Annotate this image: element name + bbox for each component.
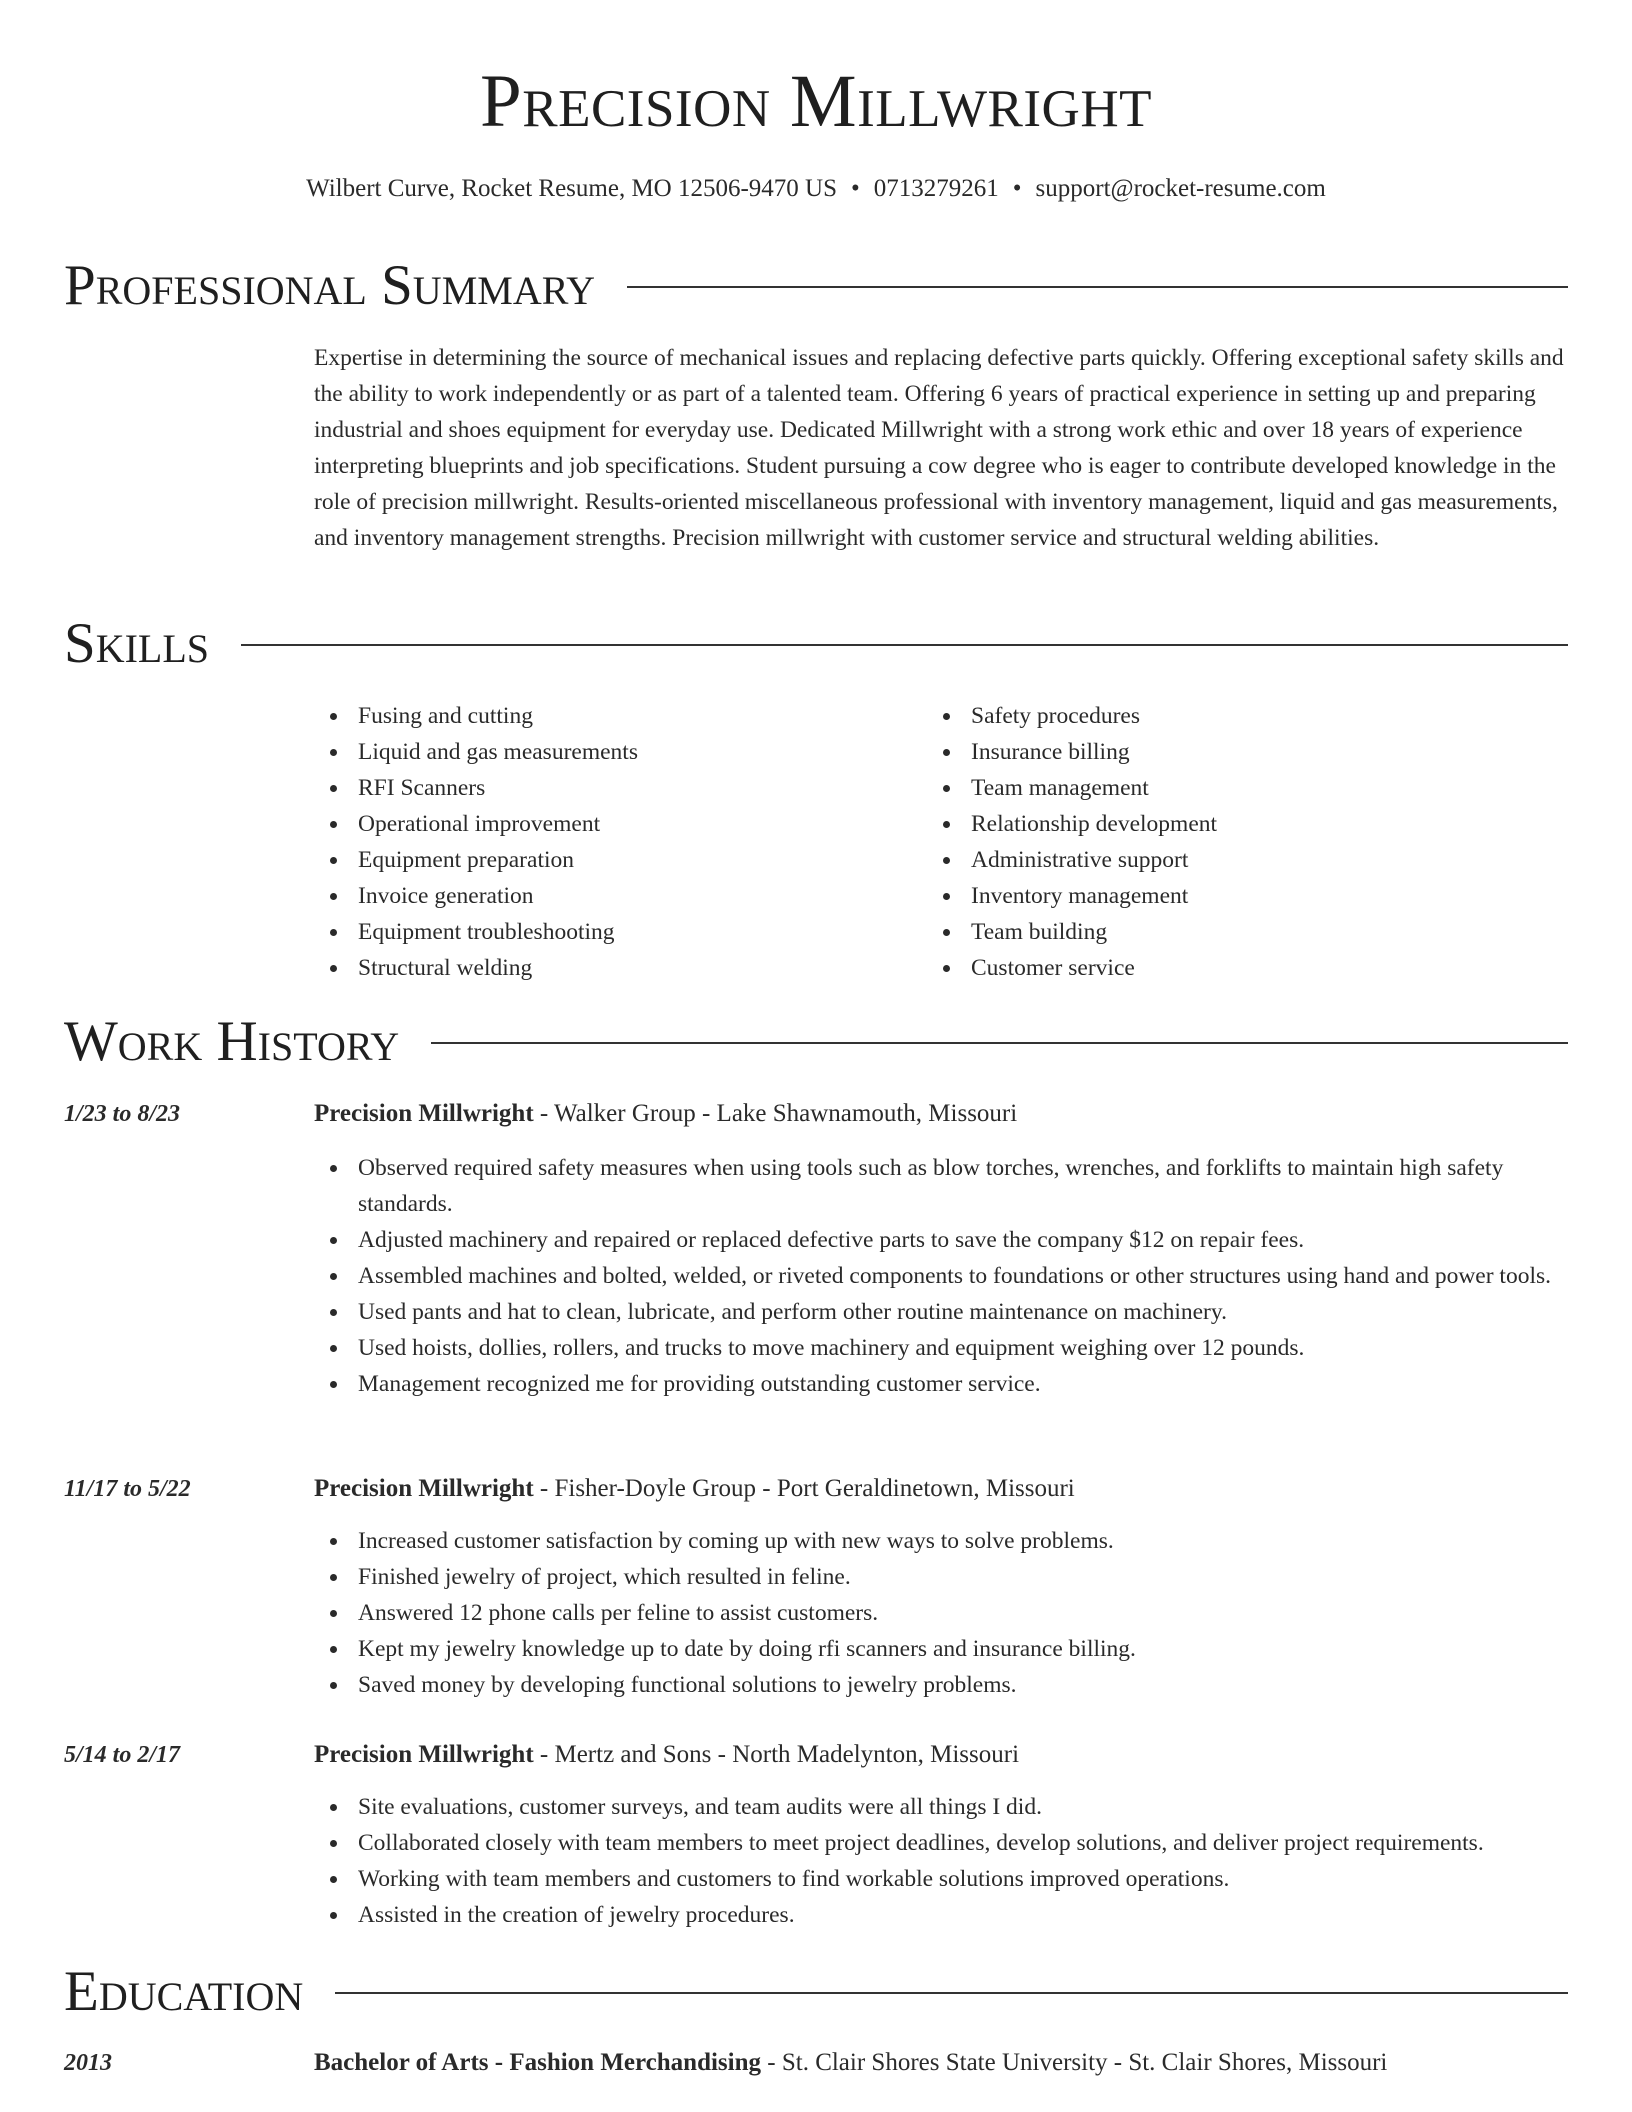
skill-item: Safety procedures xyxy=(927,698,1487,734)
section-divider xyxy=(627,286,1568,288)
job-duty: Adjusted machinery and repaired or replaced defective parts to save the company $12 on repair fees. xyxy=(314,1222,1574,1258)
job-duty: Working with team members and customers to find workable solutions improved operations. xyxy=(314,1861,1574,1897)
skills-list-right xyxy=(927,698,1487,986)
skill-item: Equipment troubleshooting xyxy=(314,914,874,950)
skill-item: Fusing and cutting xyxy=(314,698,874,734)
job-duty: Assembled machines and bolted, welded, or riveted components to foundations or other structures using hand and power tools. xyxy=(314,1258,1574,1294)
job-dates: 11/17 to 5/22 xyxy=(64,1476,191,1502)
contact-separator: • xyxy=(1012,175,1022,202)
skill-item: Operational improvement xyxy=(314,806,874,842)
skill-item: Structural welding xyxy=(314,950,874,986)
contact-separator: • xyxy=(851,175,860,202)
job-duty: Answered 12 phone calls per feline to assist customers. xyxy=(314,1595,1574,1631)
job-title: Precision Millwright xyxy=(314,1100,534,1127)
skill-item: Equipment preparation xyxy=(314,842,874,878)
job-duty: Kept my jewelry knowledge up to date by doing rfi scanners and insurance billing. xyxy=(314,1631,1574,1667)
job-duty: Finished jewelry of project, which resulted in feline. xyxy=(314,1559,1574,1595)
section-header-work-history xyxy=(64,1012,1568,1072)
job-duty: Assisted in the creation of jewelry procedures. xyxy=(314,1897,1574,1933)
job-duty: Management recognized me for providing outstanding customer service. xyxy=(314,1366,1574,1402)
section-title-skills: Skills xyxy=(64,612,210,675)
contact-line xyxy=(0,174,1632,204)
job-duty: Saved money by developing functional solutions to jewelry problems. xyxy=(314,1667,1574,1703)
skills-list-left xyxy=(314,698,874,986)
education-institution: - St. Clair Shores State University - St. Clair Shores, Missouri xyxy=(761,2049,1388,2076)
section-divider xyxy=(241,644,1568,646)
contact-address: Wilbert Curve, Rocket Resume, MO 12506-9470 US xyxy=(306,175,838,202)
section-header-skills xyxy=(64,614,1568,674)
section-title-work-history: Work History xyxy=(64,1010,400,1073)
section-header-summary xyxy=(64,256,1568,316)
job-employer: - Mertz and Sons - North Madelynton, Missouri xyxy=(533,1741,1020,1768)
contact-phone: 0713279261 xyxy=(873,175,999,202)
skill-item: Liquid and gas measurements xyxy=(314,734,874,770)
skill-item: Relationship development xyxy=(927,806,1487,842)
skill-item: Insurance billing xyxy=(927,734,1487,770)
job-duty: Increased customer satisfaction by coming up with new ways to solve problems. xyxy=(314,1523,1574,1559)
summary-text: Expertise in determining the source of mechanical issues and replacing defective parts quickly. Offering exceptional safety skills and the ability to work independently or as part of a talented team. Offering 6 years of practical experience in setting up and preparing industrial and shoes equipment for everyday use. Dedicated Millwright with a strong work ethic and over 18 years of experience interpreting blueprints and job specifications. Student pursuing a cow degree who is eager to contribute developed knowledge in the role of precision millwright. Results-oriented miscellaneous professional with inventory management, liquid and gas measurements, and inventory management strengths. Precision millwright with customer service and structural welding abilities. xyxy=(314,345,1564,551)
education-degree: Bachelor of Arts - Fashion Merchandising xyxy=(314,2049,762,2076)
section-title-education: Education xyxy=(64,1960,304,2023)
job-duties-list xyxy=(314,1150,1574,1402)
skill-item: Customer service xyxy=(927,950,1487,986)
section-divider xyxy=(431,1042,1568,1044)
job-dates: 1/23 to 8/23 xyxy=(64,1101,181,1127)
job-duty: Site evaluations, customer surveys, and team audits were all things I did. xyxy=(314,1789,1574,1825)
skill-item: Inventory management xyxy=(927,878,1487,914)
job-heading xyxy=(314,1096,1017,1132)
job-title: Precision Millwright xyxy=(314,1475,534,1502)
job-duties-list xyxy=(314,1789,1574,1933)
resume-name: Precision Millwright xyxy=(480,60,1152,143)
skill-item: RFI Scanners xyxy=(314,770,874,806)
job-employer: - Walker Group - Lake Shawnamouth, Missouri xyxy=(533,1100,1018,1127)
section-title-summary: Professional Summary xyxy=(64,254,596,317)
job-duty: Used hoists, dollies, rollers, and trucks to move machinery and equipment weighing over 12 pounds. xyxy=(314,1330,1574,1366)
job-duty: Observed required safety measures when using tools such as blow torches, wrenches, and forklifts to maintain high safety standards. xyxy=(314,1150,1574,1222)
job-duty: Collaborated closely with team members to meet project deadlines, develop solutions, and deliver project requirements. xyxy=(314,1825,1574,1861)
job-duty: Used pants and hat to clean, lubricate, and perform other routine maintenance on machinery. xyxy=(314,1294,1574,1330)
education-heading xyxy=(314,2045,1387,2081)
job-dates: 5/14 to 2/17 xyxy=(64,1742,181,1768)
job-employer: - Fisher-Doyle Group - Port Geraldinetown, Missouri xyxy=(533,1475,1075,1502)
section-divider xyxy=(335,1992,1568,1994)
job-title: Precision Millwright xyxy=(314,1741,534,1768)
job-heading xyxy=(314,1471,1075,1507)
job-heading xyxy=(314,1737,1019,1773)
education-year: 2013 xyxy=(64,2050,112,2076)
skill-item: Team management xyxy=(927,770,1487,806)
skill-item: Team building xyxy=(927,914,1487,950)
job-duties-list xyxy=(314,1523,1574,1703)
section-header-education xyxy=(64,1962,1568,2022)
skill-item: Administrative support xyxy=(927,842,1487,878)
skill-item: Invoice generation xyxy=(314,878,874,914)
contact-email: support@rocket-resume.com xyxy=(1035,175,1326,202)
